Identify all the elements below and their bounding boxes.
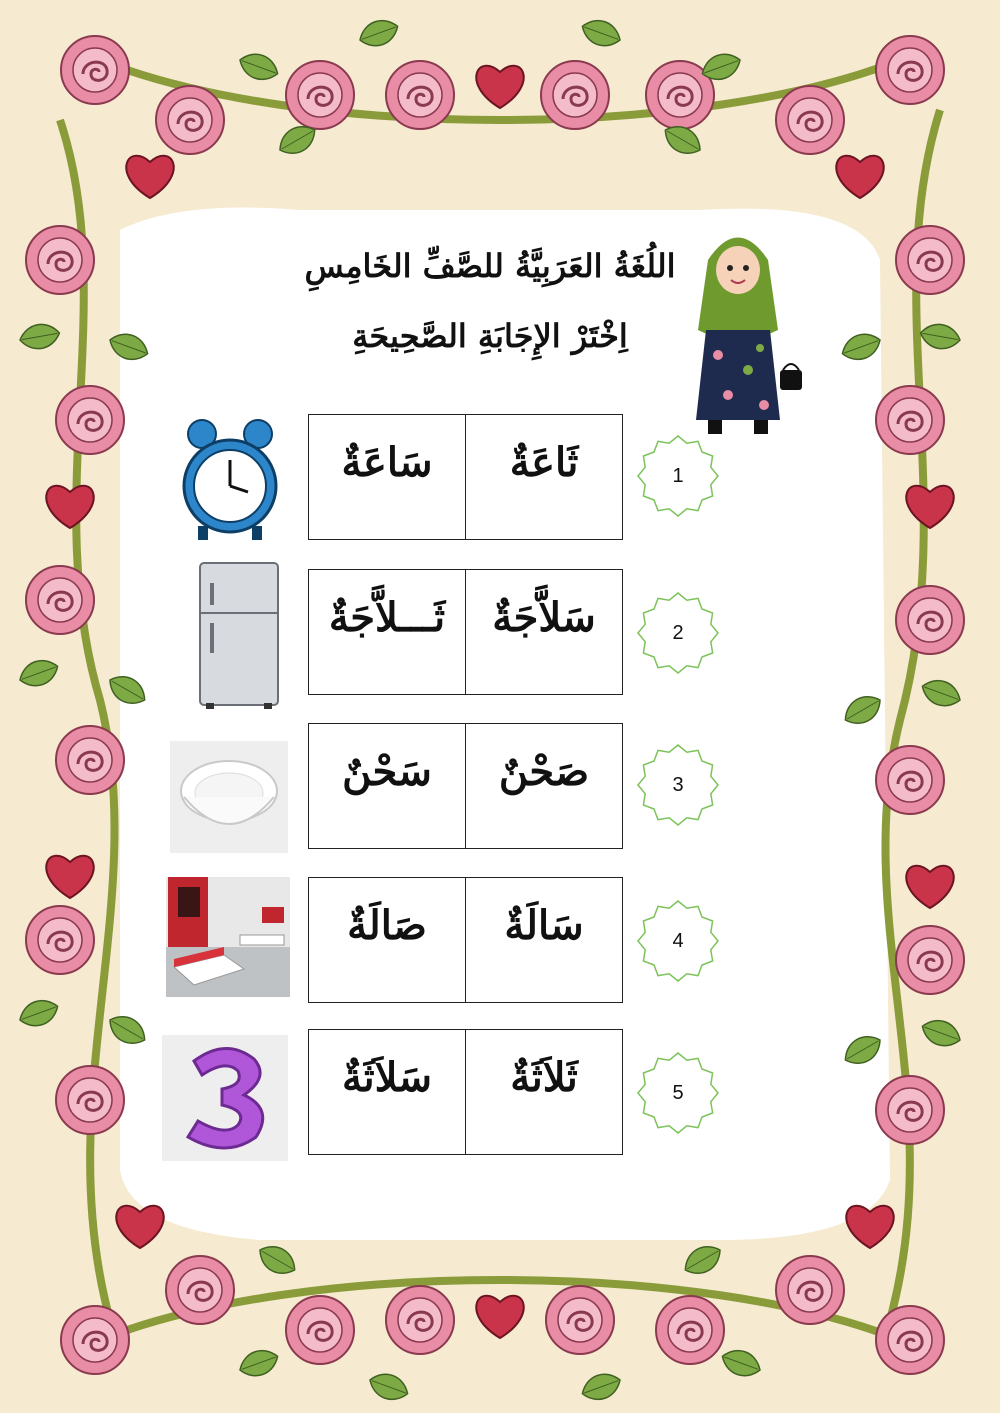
worksheet-title: اللُغَةُ العَرَبِيَّةُ للصَّفِّ الخَامِسِ — [304, 247, 676, 285]
refrigerator-picture — [196, 561, 282, 711]
question-row-2 — [0, 569, 1000, 699]
teacher-girl-illustration — [668, 220, 808, 440]
alarm-clock-picture — [180, 414, 280, 544]
option-left-2[interactable]: ثَـــلاَّجَةٌ — [308, 569, 466, 695]
instruction-text: اِخْتَرْ الإِجَابَةِ الصَّحِيحَةِ — [352, 317, 628, 355]
question-number-badge-1 — [636, 434, 720, 518]
question-number-1: 1 — [672, 464, 684, 487]
question-row-1 — [0, 414, 1000, 544]
question-number-3: 3 — [672, 773, 684, 796]
option-right-5[interactable]: ثَلاَثَةٌ — [465, 1029, 623, 1155]
question-number-5: 5 — [672, 1081, 684, 1104]
question-row-3 — [0, 723, 1000, 853]
option-right-1[interactable]: ثَاعَةٌ — [465, 414, 623, 540]
question-number-badge-2 — [636, 591, 720, 675]
option-left-5[interactable]: سَلاَثَةٌ — [308, 1029, 466, 1155]
question-number-badge-4 — [636, 899, 720, 983]
option-right-2[interactable]: سَلاَّجَةٌ — [465, 569, 623, 695]
bowl-picture — [170, 741, 288, 853]
option-right-3[interactable]: صَحْنٌ — [465, 723, 623, 849]
option-left-4[interactable]: صَالَةٌ — [308, 877, 466, 1003]
question-number-2: 2 — [672, 621, 684, 644]
living-room-picture — [166, 877, 290, 997]
option-right-4[interactable]: سَالَةٌ — [465, 877, 623, 1003]
question-row-4 — [0, 877, 1000, 1007]
number-three-picture — [162, 1035, 288, 1161]
question-number-4: 4 — [672, 929, 684, 952]
question-row-5 — [0, 1029, 1000, 1159]
option-left-3[interactable]: سَحْنٌ — [308, 723, 466, 849]
question-number-badge-5 — [636, 1051, 720, 1135]
question-number-badge-3 — [636, 743, 720, 827]
option-left-1[interactable]: سَاعَةٌ — [308, 414, 466, 540]
